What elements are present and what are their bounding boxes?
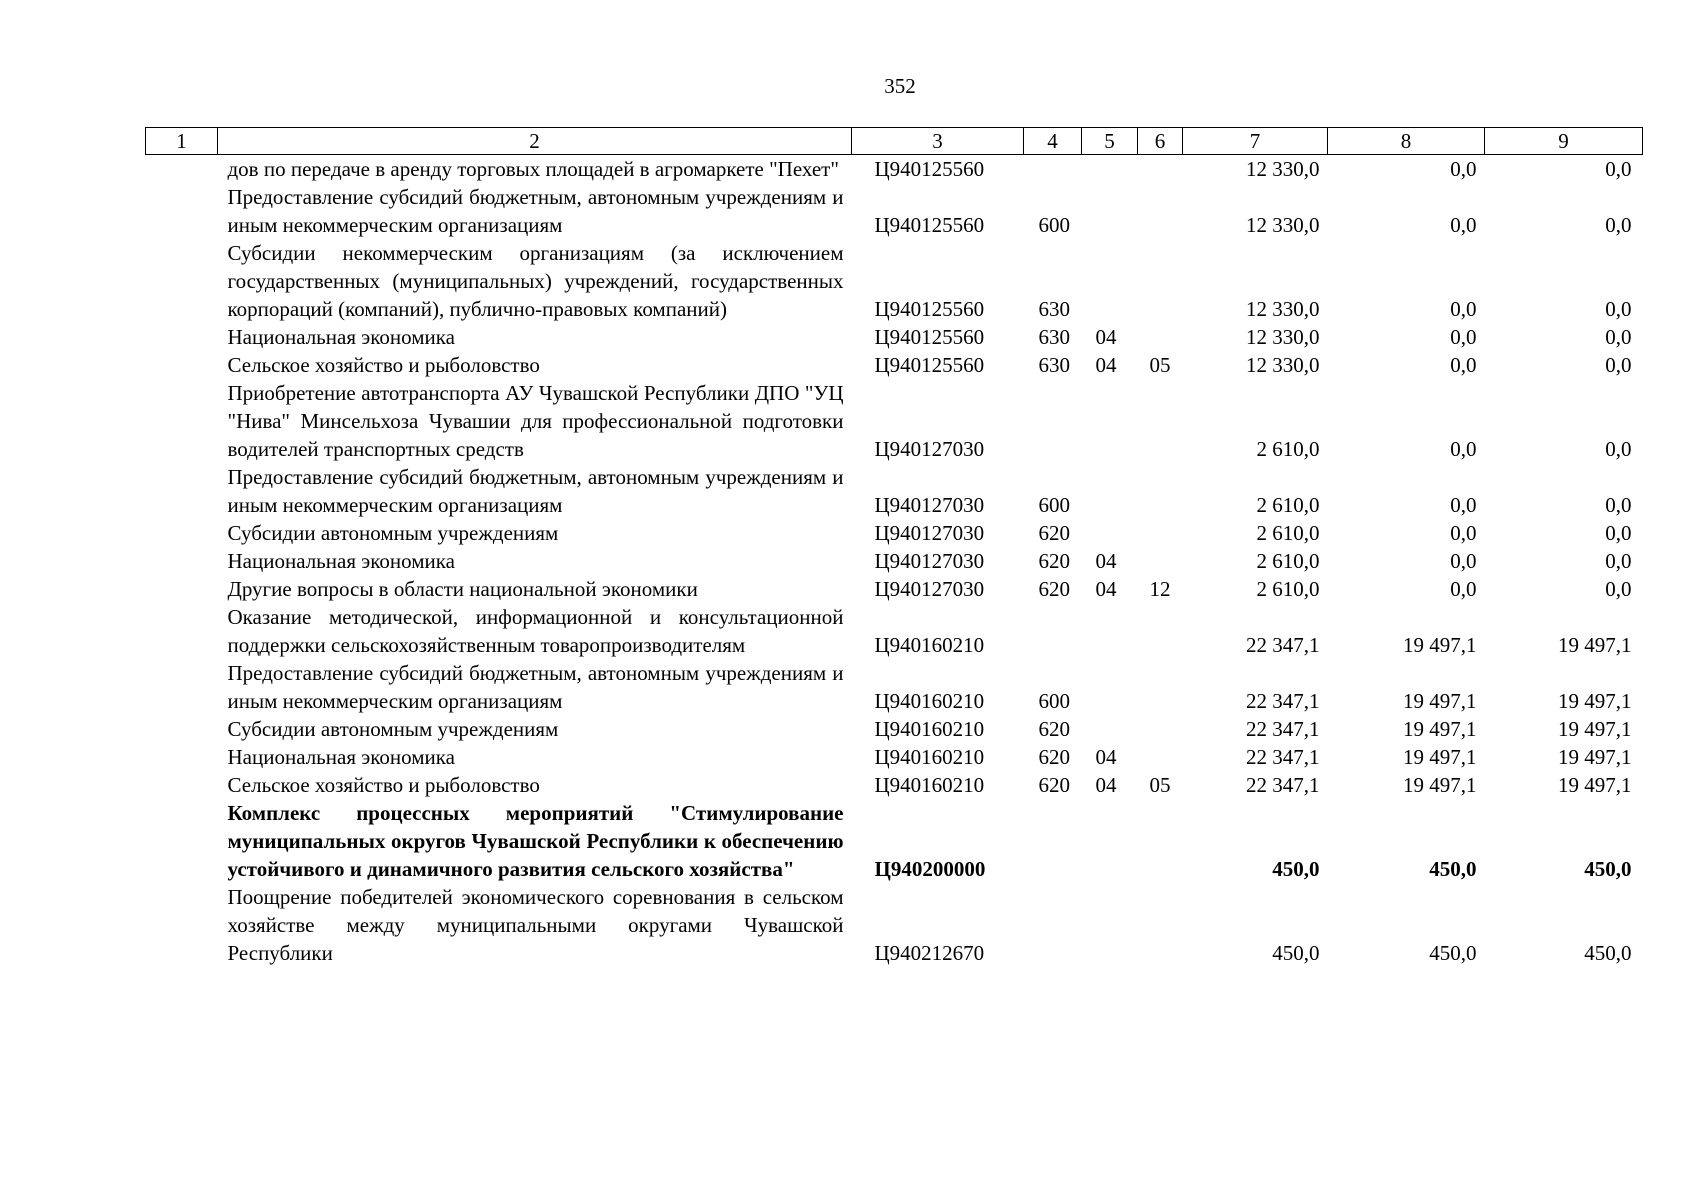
subsection-cell: 05 xyxy=(1149,353,1171,377)
expense-name-cell: Национальная экономика xyxy=(227,325,455,349)
row-index-cell xyxy=(146,379,218,463)
amount-year3-cell: 0,0 xyxy=(1605,493,1632,517)
target-article-code-cell: Ц940125560 xyxy=(874,157,985,181)
amount-year2-cell: 19 497,1 xyxy=(1403,745,1477,769)
table-row xyxy=(146,323,1643,351)
amount-year2-cell: 0,0 xyxy=(1450,297,1477,321)
target-article-code-cell: Ц940127030 xyxy=(874,437,985,461)
amount-year2-cell: 0,0 xyxy=(1450,493,1477,517)
subsection-cell xyxy=(1138,463,1183,519)
amount-year2-cell: 0,0 xyxy=(1450,577,1477,601)
section-cell xyxy=(1082,519,1138,547)
target-article-code-cell: Ц940160210 xyxy=(874,717,985,741)
row-index-cell xyxy=(146,799,218,883)
table-row xyxy=(146,547,1643,575)
target-article-code-cell: Ц940127030 xyxy=(874,493,985,517)
row-index-cell xyxy=(146,323,218,351)
expense-type-cell: 620 xyxy=(1038,745,1070,769)
amount-year1-cell: 2 610,0 xyxy=(1256,493,1320,517)
expense-name-cell: дов по передаче в аренду торговых площадей в агромаркете "Пехет" xyxy=(227,157,839,181)
column-header: 7 xyxy=(1183,128,1328,155)
row-index-cell xyxy=(146,519,218,547)
row-index-cell xyxy=(146,155,218,184)
target-article-code-cell: Ц940127030 xyxy=(874,521,985,545)
table-row xyxy=(146,799,1643,883)
target-article-code-cell: Ц940127030 xyxy=(874,549,985,573)
section-cell xyxy=(1082,239,1138,323)
amount-year2-cell: 450,0 xyxy=(1429,857,1477,881)
table-row xyxy=(146,575,1643,603)
expense-name-cell: Национальная экономика xyxy=(227,549,455,573)
amount-year3-cell: 0,0 xyxy=(1605,437,1632,461)
amount-year2-cell: 0,0 xyxy=(1450,157,1477,181)
section-cell xyxy=(1082,799,1138,883)
expense-type-cell: 620 xyxy=(1038,773,1070,797)
subsection-cell xyxy=(1138,323,1183,351)
section-cell xyxy=(1082,659,1138,715)
amount-year1-cell: 12 330,0 xyxy=(1246,353,1320,377)
amount-year1-cell: 22 347,1 xyxy=(1246,633,1320,657)
row-index-cell xyxy=(146,239,218,323)
expense-type-cell: 600 xyxy=(1038,689,1070,713)
subsection-cell: 05 xyxy=(1149,773,1171,797)
amount-year3-cell: 450,0 xyxy=(1584,941,1632,965)
amount-year1-cell: 2 610,0 xyxy=(1256,549,1320,573)
column-header: 6 xyxy=(1138,128,1183,155)
expense-name-cell: Другие вопросы в области национальной экономики xyxy=(227,577,698,601)
expense-type-cell: 630 xyxy=(1038,297,1070,321)
subsection-cell xyxy=(1138,547,1183,575)
expense-name-cell: Субсидии автономным учреждениям xyxy=(227,717,559,741)
amount-year1-cell: 12 330,0 xyxy=(1246,213,1320,237)
column-header: 3 xyxy=(852,128,1024,155)
amount-year3-cell: 19 497,1 xyxy=(1558,689,1632,713)
amount-year2-cell: 0,0 xyxy=(1450,549,1477,573)
amount-year1-cell: 2 610,0 xyxy=(1256,437,1320,461)
expense-name-cell: Оказание методической, информационной и консультационной поддержки сельскохозяйственным товаропроизводителям xyxy=(227,605,844,657)
row-index-cell xyxy=(146,463,218,519)
budget-table xyxy=(145,127,1643,967)
column-header: 4 xyxy=(1024,128,1082,155)
row-index-cell xyxy=(146,547,218,575)
table-row xyxy=(146,603,1643,659)
expense-type-cell: 620 xyxy=(1038,549,1070,573)
amount-year3-cell: 0,0 xyxy=(1605,325,1632,349)
amount-year2-cell: 19 497,1 xyxy=(1403,773,1477,797)
expense-name-cell: Поощрение победителей экономического соревнования в сельском хозяйстве между муниципальными округами Чувашской Республики xyxy=(227,885,844,965)
section-cell xyxy=(1082,379,1138,463)
section-cell xyxy=(1082,463,1138,519)
table-row xyxy=(146,715,1643,743)
expense-name-cell: Сельское хозяйство и рыболовство xyxy=(227,773,540,797)
row-index-cell xyxy=(146,575,218,603)
expense-type-cell xyxy=(1024,603,1082,659)
expense-type-cell: 630 xyxy=(1038,353,1070,377)
amount-year3-cell: 0,0 xyxy=(1605,577,1632,601)
subsection-cell xyxy=(1138,715,1183,743)
row-index-cell xyxy=(146,743,218,771)
amount-year3-cell: 19 497,1 xyxy=(1558,745,1632,769)
target-article-code-cell: Ц940200000 xyxy=(874,857,986,881)
amount-year2-cell: 19 497,1 xyxy=(1403,689,1477,713)
row-index-cell xyxy=(146,183,218,239)
expense-type-cell: 600 xyxy=(1038,493,1070,517)
amount-year3-cell: 0,0 xyxy=(1605,353,1632,377)
subsection-cell xyxy=(1138,603,1183,659)
target-article-code-cell: Ц940125560 xyxy=(874,353,985,377)
subsection-cell xyxy=(1138,519,1183,547)
subsection-cell: 12 xyxy=(1149,577,1171,601)
target-article-code-cell: Ц940160210 xyxy=(874,745,985,769)
row-index-cell xyxy=(146,715,218,743)
expense-type-cell: 620 xyxy=(1038,717,1070,741)
column-header: 5 xyxy=(1082,128,1138,155)
amount-year1-cell: 22 347,1 xyxy=(1246,745,1320,769)
target-article-code-cell: Ц940125560 xyxy=(874,325,985,349)
amount-year1-cell: 12 330,0 xyxy=(1246,325,1320,349)
expense-type-cell xyxy=(1024,883,1082,967)
target-article-code-cell: Ц940212670 xyxy=(874,941,985,965)
column-header: 1 xyxy=(146,128,218,155)
amount-year3-cell: 19 497,1 xyxy=(1558,773,1632,797)
column-header: 9 xyxy=(1485,128,1643,155)
amount-year2-cell: 0,0 xyxy=(1450,521,1477,545)
column-header: 8 xyxy=(1328,128,1485,155)
expense-type-cell: 630 xyxy=(1038,325,1070,349)
expense-type-cell xyxy=(1024,379,1082,463)
row-index-cell xyxy=(146,883,218,967)
subsection-cell xyxy=(1138,883,1183,967)
table-row xyxy=(146,519,1643,547)
target-article-code-cell: Ц940125560 xyxy=(874,297,985,321)
section-cell xyxy=(1082,603,1138,659)
section-cell xyxy=(1082,715,1138,743)
section-cell xyxy=(1082,883,1138,967)
table-body xyxy=(146,155,1643,968)
target-article-code-cell: Ц940160210 xyxy=(874,633,985,657)
section-cell: 04 xyxy=(1095,577,1117,601)
expense-name-cell: Субсидии некоммерческим организациям (за исключением государственных (муниципальных) учреждений, государственных корпораций (компаний), публично-правовых компаний) xyxy=(227,241,844,321)
amount-year1-cell: 2 610,0 xyxy=(1256,577,1320,601)
target-article-code-cell: Ц940160210 xyxy=(874,773,985,797)
section-cell: 04 xyxy=(1095,325,1117,349)
amount-year3-cell: 0,0 xyxy=(1605,521,1632,545)
expense-type-cell xyxy=(1024,799,1082,883)
table-row xyxy=(146,463,1643,519)
section-cell xyxy=(1082,155,1138,184)
amount-year2-cell: 19 497,1 xyxy=(1403,633,1477,657)
row-index-cell xyxy=(146,603,218,659)
column-header: 2 xyxy=(218,128,852,155)
amount-year3-cell: 0,0 xyxy=(1605,549,1632,573)
column-number-header-row xyxy=(146,128,1643,155)
expense-name-cell: Субсидии автономным учреждениям xyxy=(227,521,559,545)
amount-year2-cell: 0,0 xyxy=(1450,437,1477,461)
subsection-cell xyxy=(1138,239,1183,323)
expense-name-cell: Предоставление субсидий бюджетным, автономным учреждениям и иным некоммерческим организациям xyxy=(227,465,844,517)
amount-year2-cell: 0,0 xyxy=(1450,353,1477,377)
table-row xyxy=(146,351,1643,379)
page-number: 352 xyxy=(884,74,916,98)
amount-year1-cell: 450,0 xyxy=(1272,857,1320,881)
amount-year1-cell: 22 347,1 xyxy=(1246,689,1320,713)
row-index-cell xyxy=(146,771,218,799)
target-article-code-cell: Ц940125560 xyxy=(874,213,985,237)
row-index-cell xyxy=(146,659,218,715)
expense-type-cell xyxy=(1024,155,1082,184)
expense-name-cell: Комплекс процессных мероприятий "Стимулирование муниципальных округов Чувашской Республики к обеспечению устойчивого и динамичного развития сельского хозяйства" xyxy=(227,801,844,881)
amount-year3-cell: 0,0 xyxy=(1605,157,1632,181)
amount-year3-cell: 19 497,1 xyxy=(1558,633,1632,657)
expense-type-cell: 600 xyxy=(1038,213,1070,237)
subsection-cell xyxy=(1138,183,1183,239)
amount-year1-cell: 450,0 xyxy=(1272,941,1320,965)
target-article-code-cell: Ц940127030 xyxy=(874,577,985,601)
row-index-cell xyxy=(146,351,218,379)
amount-year1-cell: 12 330,0 xyxy=(1246,157,1320,181)
table-row xyxy=(146,743,1643,771)
amount-year3-cell: 19 497,1 xyxy=(1558,717,1632,741)
amount-year3-cell: 0,0 xyxy=(1605,213,1632,237)
table-row xyxy=(146,771,1643,799)
subsection-cell xyxy=(1138,379,1183,463)
subsection-cell xyxy=(1138,743,1183,771)
expense-name-cell: Предоставление субсидий бюджетным, автономным учреждениям и иным некоммерческим организациям xyxy=(227,661,844,713)
amount-year3-cell: 450,0 xyxy=(1584,857,1632,881)
amount-year1-cell: 2 610,0 xyxy=(1256,521,1320,545)
amount-year2-cell: 0,0 xyxy=(1450,213,1477,237)
target-article-code-cell: Ц940160210 xyxy=(874,689,985,713)
table-row xyxy=(146,883,1643,967)
table-row xyxy=(146,379,1643,463)
amount-year1-cell: 22 347,1 xyxy=(1246,773,1320,797)
table-row xyxy=(146,155,1643,184)
amount-year2-cell: 19 497,1 xyxy=(1403,717,1477,741)
expense-type-cell: 620 xyxy=(1038,577,1070,601)
table-row xyxy=(146,239,1643,323)
expense-name-cell: Сельское хозяйство и рыболовство xyxy=(227,353,540,377)
table-row xyxy=(146,659,1643,715)
amount-year1-cell: 22 347,1 xyxy=(1246,717,1320,741)
section-cell: 04 xyxy=(1095,745,1117,769)
expense-type-cell: 620 xyxy=(1038,521,1070,545)
amount-year3-cell: 0,0 xyxy=(1605,297,1632,321)
subsection-cell xyxy=(1138,659,1183,715)
table-row xyxy=(146,183,1643,239)
amount-year2-cell: 450,0 xyxy=(1429,941,1477,965)
expense-name-cell: Национальная экономика xyxy=(227,745,455,769)
expense-name-cell: Приобретение автотранспорта АУ Чувашской Республики ДПО "УЦ "Нива" Минсельхоза Чувашии для профессиональной подготовки водителей транспортных средств xyxy=(227,381,844,461)
subsection-cell xyxy=(1138,799,1183,883)
section-cell: 04 xyxy=(1095,549,1117,573)
amount-year1-cell: 12 330,0 xyxy=(1246,297,1320,321)
section-cell xyxy=(1082,183,1138,239)
section-cell: 04 xyxy=(1095,353,1117,377)
subsection-cell xyxy=(1138,155,1183,184)
amount-year2-cell: 0,0 xyxy=(1450,325,1477,349)
expense-name-cell: Предоставление субсидий бюджетным, автономным учреждениям и иным некоммерческим организациям xyxy=(227,185,844,237)
section-cell: 04 xyxy=(1095,773,1117,797)
